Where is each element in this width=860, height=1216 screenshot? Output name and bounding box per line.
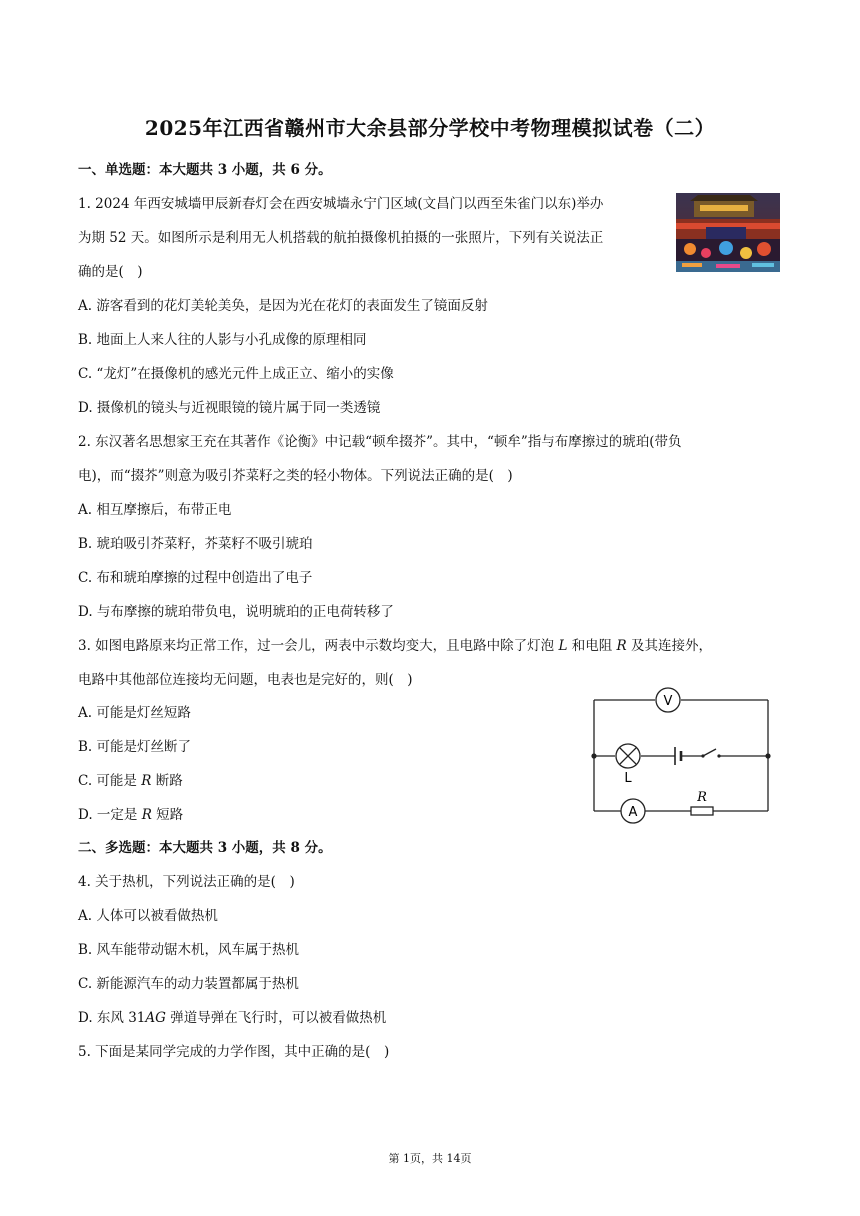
q3-option-d: D. 一定是 R 短路 (78, 807, 184, 823)
q2-option-a: A. 相互摩擦后，布带正电 (78, 502, 232, 518)
circuit-diagram (585, 683, 777, 828)
page-title: 2025年江西省赣州市大余县部分学校中考物理模拟试卷（二） (144, 116, 716, 140)
q3-stem-line2: 电路中其他部位连接均无问题，电表也是完好的，则( ) (78, 672, 413, 688)
q4-option-c: C. 新能源汽车的动力装置都属于热机 (78, 976, 299, 992)
resistor-symbol: R (616, 638, 627, 654)
q4-stem: 4. 关于热机，下列说法正确的是( ) (78, 874, 295, 890)
q1-stem-line3: 确的是( ) (78, 264, 143, 280)
q1-option-b: B. 地面上人来人往的人影与小孔成像的原理相同 (78, 332, 367, 348)
section-heading-single-choice: 一、单选题：本大题共 3 小题，共 6 分。 (78, 162, 332, 178)
q3-option-c: C. 可能是 R 断路 (78, 773, 183, 789)
q1-option-c: C. “龙灯”在摄像机的感光元件上成正立、缩小的实像 (78, 366, 394, 382)
q4-option-a: A. 人体可以被看做热机 (78, 908, 218, 924)
resistor-label: R (697, 790, 707, 805)
lamp-label: L (624, 771, 632, 786)
q2-option-d: D. 与布摩擦的琥珀带负电，说明琥珀的正电荷转移了 (78, 604, 394, 620)
q1-stem-line2: 为期 52 天。如图所示是利用无人机搭载的航拍摄像机拍摄的一张照片，下列有关说法正 (78, 230, 604, 246)
q2-option-c: C. 布和琥珀摩擦的过程中创造出了电子 (78, 570, 313, 586)
q1-option-d: D. 摄像机的镜头与近视眼镜的镜片属于同一类透镜 (78, 400, 381, 416)
q2-stem-line2: 电)，而“掇芥”则意为吸引芥菜籽之类的轻小物体。下列说法正确的是( ) (78, 468, 513, 484)
q2-option-b: B. 琥珀吸引芥菜籽，芥菜籽不吸引琥珀 (78, 536, 313, 552)
lamp-symbol: L (558, 638, 568, 654)
q4-option-d: D. 东风 31AG 弹道导弹在飞行时，可以被看做热机 (78, 1010, 387, 1026)
q3-stem-line1: 3. 如图电路原来均正常工作，过一会儿，两表中示数均变大，且电路中除了灯泡 L 和电阻 R 及其连接外， (78, 638, 712, 654)
ammeter-label: A (628, 805, 638, 820)
q5-stem: 5. 下面是某同学完成的力学作图，其中正确的是( ) (78, 1044, 390, 1060)
q2-stem-line1: 2. 东汉著名思想家王充在其著作《论衡》中记载“顿牟掇芥”。其中，“顿牟”指与布摩擦过的琥珀(带负 (78, 434, 682, 450)
voltmeter-label: V (663, 694, 673, 709)
q4-option-b: B. 风车能带动锯木机，风车属于热机 (78, 942, 300, 958)
section-heading-multiple-choice: 二、多选题：本大题共 3 小题，共 8 分。 (78, 840, 332, 856)
page-footer: 第 1页，共 14页 (388, 1152, 472, 1165)
q1-option-a: A. 游客看到的花灯美轮美奂，是因为光在花灯的表面发生了镜面反射 (78, 298, 488, 314)
q1-stem-line1: 1. 2024 年西安城墙甲辰新春灯会在西安城墙永宁门区域(文昌门以西至朱雀门以东)举办 (78, 196, 604, 212)
lantern-festival-photo (676, 193, 780, 272)
q3-option-b: B. 可能是灯丝断了 (78, 739, 192, 755)
q3-option-a: A. 可能是灯丝短路 (78, 705, 191, 721)
